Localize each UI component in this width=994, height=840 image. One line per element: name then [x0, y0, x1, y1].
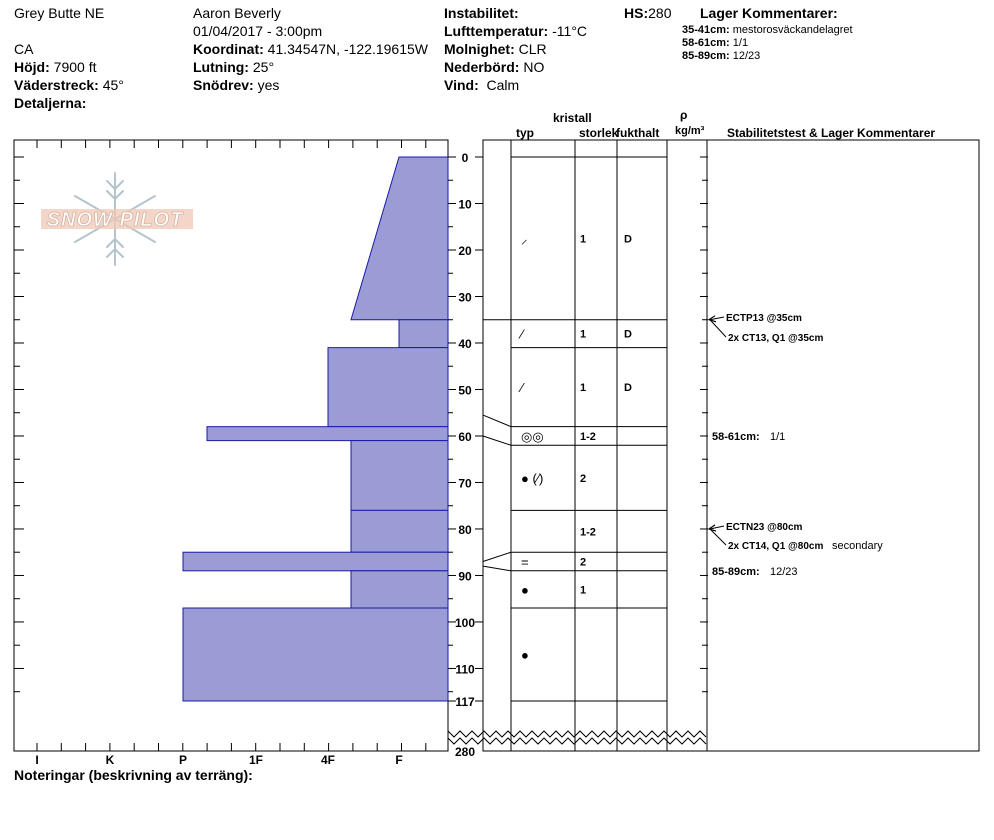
hardness-bar — [183, 608, 448, 701]
hardness-bar — [351, 571, 448, 608]
grain-symbol: ⸝ — [521, 231, 528, 247]
layer-comment-range: 58-61cm: — [682, 37, 730, 49]
grain-symbol: ⁄ — [521, 380, 524, 396]
col-header-stability: Stabilitetstest & Lager Kommentarer — [727, 126, 936, 140]
drift-label: Snödrev: — [193, 77, 254, 93]
hardness-tick-label: 4F — [320, 753, 336, 767]
grain-symbol: ● — [521, 647, 529, 663]
layer-note-text: 12/23 — [770, 565, 798, 578]
depth-tick-label: 100 — [454, 615, 476, 630]
depth-bottom-label: 280 — [454, 745, 476, 759]
grain-size: 1-2 — [580, 526, 596, 539]
grain-size: 1-2 — [580, 430, 596, 443]
grain-size: 1 — [580, 382, 587, 395]
col-header-size: storlek — [579, 126, 619, 140]
layer-note-range: 58-61cm: — [712, 430, 760, 443]
layer-connector — [483, 436, 511, 445]
depth-tick-label: 70 — [458, 476, 472, 491]
col-header-crystal: kristall — [553, 111, 592, 125]
layer-connector — [483, 552, 511, 561]
hs-label: HS: — [624, 5, 649, 21]
depth-tick-label: 40 — [458, 336, 472, 351]
layer-connector — [483, 415, 511, 427]
hardness-bar — [399, 320, 448, 348]
depth-tick-label: 110 — [455, 662, 475, 677]
drift-value: yes — [257, 77, 280, 93]
col-header-rho: ρ — [680, 108, 688, 122]
stability-arrow — [710, 320, 726, 337]
hardness-tick-label: 1F — [248, 753, 264, 767]
elevation-value: 7900 ft — [53, 59, 97, 75]
hardness-tick-label: P — [178, 753, 188, 767]
stability-test: ECTP13 @35cm — [726, 313, 802, 324]
grain-symbol: = — [521, 554, 529, 570]
layer-note-range: 85-89cm: — [712, 565, 760, 578]
precip-value: NO — [523, 59, 545, 75]
hs-value: 280 — [648, 5, 672, 21]
hardness-bar — [351, 510, 448, 552]
layer-comment-range: 35-41cm: — [682, 24, 730, 36]
hardness-bar — [183, 552, 448, 571]
depth-tick-label: 30 — [458, 290, 472, 305]
layer-comment-text: 12/23 — [732, 50, 761, 62]
airtemp-value: -11°C — [552, 23, 588, 39]
depth-tick-label: 117 — [455, 695, 475, 709]
hardness-bar — [207, 427, 448, 441]
stability-test: ECTN23 @80cm — [726, 522, 803, 533]
location-name: Grey Butte NE — [14, 5, 105, 21]
snowpilot-logo — [41, 173, 193, 265]
grain-symbol: ⁄ — [521, 326, 524, 342]
wind-value: Calm — [486, 77, 520, 93]
depth-tick-label: 10 — [458, 197, 472, 212]
moisture: D — [624, 233, 632, 246]
depth-tick-label: 60 — [458, 429, 472, 444]
col-header-density-unit: kg/m³ — [675, 125, 705, 137]
depth-tick-label: 0 — [461, 151, 469, 165]
hardness-bar — [351, 441, 448, 511]
stability-arrow — [710, 529, 726, 545]
hardness-tick-label: I — [35, 753, 39, 767]
grain-symbol: ● (⁄) — [521, 470, 544, 486]
terrain-notes-label: Noteringar (beskrivning av terräng): — [14, 767, 253, 783]
slope-value: 25° — [252, 59, 275, 75]
col-header-moisture: fukthalt — [616, 126, 660, 140]
airtemp-label: Lufttemperatur: — [444, 23, 549, 39]
grain-symbol: ◎◎ — [521, 428, 544, 444]
grain-size: 1 — [580, 584, 587, 597]
precip-label: Nederbörd: — [444, 59, 520, 75]
observer: Aaron Beverly — [193, 5, 281, 21]
hardness-tick-label: F — [395, 753, 403, 767]
aspect-value: 45° — [102, 77, 124, 93]
slope-label: Lutning: — [193, 59, 249, 75]
details-label: Detaljerna: — [14, 95, 87, 111]
hardness-tick-label: K — [105, 753, 115, 767]
aspect-label: Väderstreck: — [14, 77, 99, 93]
grain-size: 1 — [580, 233, 587, 246]
datetime: 01/04/2017 - 3:00pm — [193, 23, 323, 39]
moisture: D — [624, 328, 632, 341]
layer-comment-range: 85-89cm: — [682, 50, 730, 62]
grain-size: 2 — [580, 472, 587, 485]
depth-tick-label: 80 — [458, 522, 472, 537]
coord-label: Koordinat: — [193, 41, 264, 57]
hardness-bar — [328, 348, 448, 427]
sky-value: CLR — [518, 41, 547, 57]
grain-size: 1 — [580, 328, 587, 341]
stability-note: secondary — [832, 540, 883, 552]
depth-tick-label: 20 — [458, 243, 472, 258]
layer-comment-text: mestorosväckandelagret — [732, 24, 853, 36]
layer-note-text: 1/1 — [770, 430, 786, 443]
moisture: D — [624, 382, 632, 395]
grain-size: 2 — [580, 556, 587, 569]
elevation-label: Höjd: — [14, 59, 50, 75]
depth-tick-label: 50 — [458, 383, 472, 398]
sky-label: Molnighet: — [444, 41, 515, 57]
logo-text: SNOW PILOT — [46, 209, 184, 231]
layer-comments-title: Lager Kommentarer: — [700, 5, 838, 21]
grain-symbol: ● — [521, 582, 529, 598]
col-header-type: typ — [516, 126, 534, 140]
layer-connector — [483, 566, 511, 571]
depth-tick-label: 90 — [458, 569, 472, 584]
state: CA — [14, 41, 34, 57]
hardness-bar — [351, 157, 448, 320]
instability-label: Instabilitet: — [444, 5, 519, 21]
wind-label: Vind: — [444, 77, 479, 93]
coord-value: 41.34547N, -122.19615W — [267, 41, 428, 57]
stability-test: 2x CT14, Q1 @80cm — [728, 541, 824, 552]
stability-test: 2x CT13, Q1 @35cm — [728, 333, 824, 344]
layer-comment-text: 1/1 — [732, 37, 749, 49]
